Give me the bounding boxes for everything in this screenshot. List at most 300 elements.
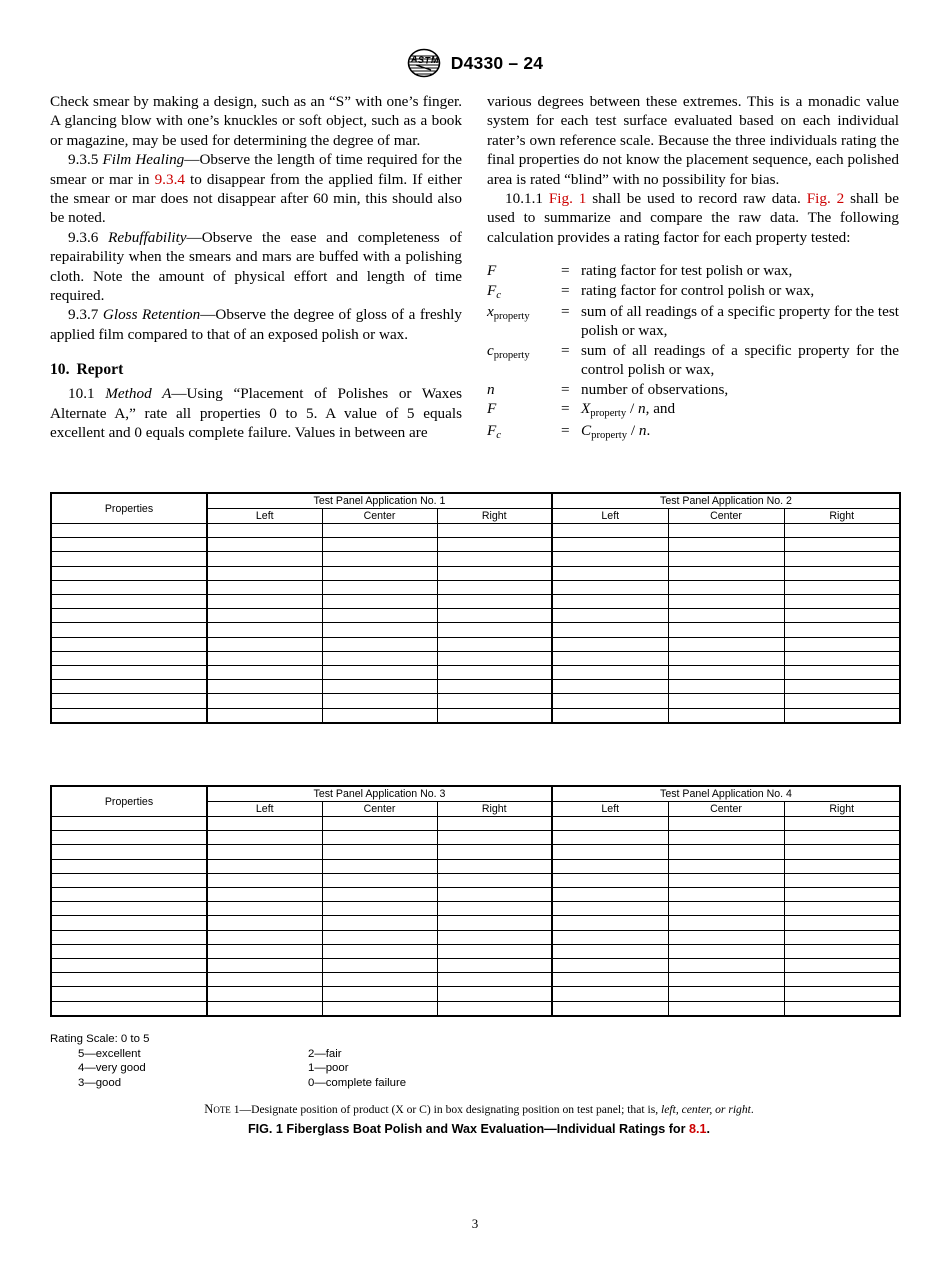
table-cell-rating[interactable] [437,1001,552,1016]
table1-pos-header-4: Center [668,509,784,524]
table-cell-rating[interactable] [207,595,322,609]
table-cell-rating[interactable] [322,680,437,694]
definition-description-rest: / n. [630,421,651,439]
para-title-936: Rebuffability [108,228,187,246]
definition-description: sum of all readings of a specific property for the control polish or wax, [581,341,899,379]
table2-pos-header-4: Center [668,802,784,817]
definition-symbol: n [487,380,495,398]
table-cell-property[interactable] [51,566,207,580]
table-cell-rating[interactable] [437,609,552,623]
table-cell-rating[interactable] [552,916,668,930]
table2-group-header-row [51,786,900,802]
table-cell-property[interactable] [51,595,207,609]
table-cell-rating[interactable] [437,580,552,594]
table-cell-rating[interactable] [668,637,784,651]
table-cell-rating[interactable] [207,1001,322,1016]
astm-logo-icon [407,48,441,78]
definition-subscript: property [493,311,530,323]
table-cell-rating[interactable] [668,959,784,973]
table-cell-rating[interactable] [437,538,552,552]
para-title-937: Gloss Retention [102,306,201,324]
table-cell-property[interactable] [51,888,207,902]
table-cell-rating[interactable] [668,831,784,845]
table2-body [51,817,900,1016]
paragraph-10-1 [50,384,462,442]
table-cell-rating[interactable] [784,609,900,623]
definition-equals: = [561,281,570,299]
note-1-inner [204,1103,754,1116]
table-cell-rating[interactable] [322,831,437,845]
table-cell-rating[interactable] [784,694,900,708]
para-text-1011-b: shall be used to summarize and compare the raw data. The following calculation provides a rating factor for each property tested: [487,190,899,246]
definition-description [581,421,899,442]
table-cell-property[interactable] [51,524,207,538]
definition-variable-subscript: property [590,408,627,420]
table-cell-rating[interactable] [437,916,552,930]
table-cell-rating[interactable] [322,845,437,859]
table-cell-rating[interactable] [437,959,552,973]
table2-pos-header-5: Right [784,802,900,817]
table-row [51,973,900,987]
table-cell-rating[interactable] [322,538,437,552]
table-cell-rating[interactable] [552,930,668,944]
table-cell-property[interactable] [51,930,207,944]
fig-caption-text-a: FIG. 1 Fiberglass Boat Polish and Wax Evaluation—Individual Ratings for [247,1122,690,1136]
table-row [51,666,900,680]
table-cell-rating[interactable] [668,873,784,887]
table-cell-rating[interactable] [668,708,784,723]
para-text-1011-a: shall be used to record raw data. [586,190,807,208]
table-cell-rating[interactable] [322,694,437,708]
table-cell-rating[interactable] [668,694,784,708]
table-cell-rating[interactable] [437,680,552,694]
svg-text:T: T [424,55,430,66]
table-cell-rating[interactable] [668,666,784,680]
definition-list [487,261,899,442]
table-row [51,873,900,887]
table-cell-rating[interactable] [668,580,784,594]
table-cell-rating[interactable] [322,817,437,831]
table2-pos-header-2: Right [437,802,552,817]
table-cell-rating[interactable] [784,973,900,987]
table-cell-rating[interactable] [322,944,437,958]
table-cell-property[interactable] [51,873,207,887]
table1-body [51,524,900,723]
table-cell-rating[interactable] [207,637,322,651]
table-cell-rating[interactable] [668,651,784,665]
table-cell-rating[interactable] [207,817,322,831]
table-cell-rating[interactable] [552,845,668,859]
table-cell-rating[interactable] [668,817,784,831]
para-title-935: Film Healing [102,151,185,169]
definition-symbol: $x_{property}$ [487,303,530,323]
left-text-column [50,92,462,443]
table-cell-property[interactable] [51,987,207,1001]
table-cell-rating[interactable] [322,623,437,637]
para-text-935-a: —Observe the length of time required for the smear or mar in [50,151,462,188]
table-cell-rating[interactable] [437,987,552,1001]
table-cell-property[interactable] [51,817,207,831]
table1-pos-header-1: Center [322,509,437,524]
definition-description-rest: / n, and [629,400,676,418]
table-cell-rating[interactable] [207,930,322,944]
para-number-937: 9.3.7 [68,306,99,324]
table-cell-rating[interactable] [552,944,668,958]
table-cell-rating[interactable] [207,973,322,987]
paragraph-9-3-5 [50,150,462,228]
table-cell-rating[interactable] [552,902,668,916]
table2-pos-header-3: Left [552,802,668,817]
definition-row [487,421,899,442]
table-cell-rating[interactable] [552,595,668,609]
table-cell-rating[interactable] [784,859,900,873]
table-cell-rating[interactable] [668,623,784,637]
table1-group-header-row [51,493,900,509]
table-cell-rating[interactable] [784,538,900,552]
note-number: 1 [230,1103,240,1116]
table-cell-rating[interactable] [784,1001,900,1016]
definition-symbol: F [487,400,497,418]
table-cell-rating[interactable] [552,566,668,580]
table-cell-rating[interactable] [668,595,784,609]
table-cell-rating[interactable] [207,845,322,859]
table-cell-rating[interactable] [207,902,322,916]
rating-scale-item-0: 0—complete failure [308,1076,407,1089]
table-row [51,1001,900,1016]
table-cell-property[interactable] [51,623,207,637]
table-cell-property[interactable] [51,680,207,694]
table-cell-rating[interactable] [322,916,437,930]
table-cell-rating[interactable] [668,538,784,552]
table-cell-rating[interactable] [207,538,322,552]
table-cell-property[interactable] [51,694,207,708]
table-cell-rating[interactable] [668,552,784,566]
table-cell-rating[interactable] [207,580,322,594]
table-cell-rating[interactable] [552,651,668,665]
definition-subscript: property [493,349,530,361]
table-cell-rating[interactable] [437,552,552,566]
table-cell-rating[interactable] [322,1001,437,1016]
table-cell-property[interactable] [51,845,207,859]
table-cell-rating[interactable] [437,595,552,609]
table-cell-rating[interactable] [784,888,900,902]
table-cell-rating[interactable] [552,524,668,538]
table-cell-rating[interactable] [322,987,437,1001]
table-row [51,708,900,723]
page-number: 3 [471,1216,479,1231]
table-cell-rating[interactable] [668,916,784,930]
table-cell-property[interactable] [51,580,207,594]
table-cell-rating[interactable] [322,524,437,538]
table-cell-rating[interactable] [552,859,668,873]
table-cell-rating[interactable] [784,873,900,887]
table-cell-rating[interactable] [437,666,552,680]
table-cell-rating[interactable] [437,524,552,538]
definition-equals: = [561,400,570,418]
definition-equals: = [561,421,570,439]
table-cell-property[interactable] [51,944,207,958]
table-cell-rating[interactable] [668,859,784,873]
table-cell-rating[interactable] [784,552,900,566]
definition-row [487,261,899,280]
table-cell-rating[interactable] [552,831,668,845]
table-cell-rating[interactable] [784,651,900,665]
definition-equals: = [561,341,570,359]
table-cell-rating[interactable] [668,888,784,902]
table-cell-rating[interactable] [552,987,668,1001]
table-cell-rating[interactable] [322,666,437,680]
table-cell-rating[interactable] [784,623,900,637]
table-cell-rating[interactable] [668,524,784,538]
rating-scale-item-5: 5—excellent [78,1048,141,1061]
table1-group-header-1: Test Panel Application No. 1 [207,493,552,509]
table-cell-rating[interactable] [668,930,784,944]
table-cell-rating[interactable] [207,694,322,708]
document-id: D4330 – 24 [450,52,544,73]
table-cell-rating[interactable] [784,708,900,723]
table-row [51,595,900,609]
table-cell-rating[interactable] [437,930,552,944]
table-cell-rating[interactable] [668,987,784,1001]
table-cell-property[interactable] [51,916,207,930]
table-cell-rating[interactable] [437,944,552,958]
table-cell-rating[interactable] [207,609,322,623]
table-cell-rating[interactable] [207,873,322,887]
xref-9-3-4[interactable]: 9.3.4 [154,170,185,188]
table-cell-rating[interactable] [668,609,784,623]
table-cell-rating[interactable] [784,987,900,1001]
table-cell-property[interactable] [51,902,207,916]
table-cell-rating[interactable] [437,566,552,580]
definition-row [487,399,899,420]
table-row [51,987,900,1001]
table-cell-rating[interactable] [437,817,552,831]
para-number-936: 9.3.6 [68,228,99,246]
table-cell-rating[interactable] [322,609,437,623]
table-cell-rating[interactable] [207,524,322,538]
table-cell-rating[interactable] [207,831,322,845]
table-cell-rating[interactable] [322,552,437,566]
table-cell-rating[interactable] [437,973,552,987]
table-cell-rating[interactable] [552,666,668,680]
table-cell-property[interactable] [51,538,207,552]
table-cell-rating[interactable] [437,831,552,845]
table-cell-rating[interactable] [552,888,668,902]
table2-group-header-2: Test Panel Application No. 4 [552,786,900,802]
table1-group-header-2: Test Panel Application No. 2 [552,493,900,509]
table-cell-rating[interactable] [437,708,552,723]
rating-scale-item-3: 3—good [78,1076,122,1089]
table-cell-rating[interactable] [437,637,552,651]
table-row [51,609,900,623]
table-cell-rating[interactable] [784,637,900,651]
table-cell-rating[interactable] [552,580,668,594]
para-title-101: Method A [105,385,172,403]
table-cell-rating[interactable] [784,566,900,580]
table-cell-rating[interactable] [207,623,322,637]
page-header [0,48,950,78]
paragraph-9-3-7 [50,305,462,344]
definition-table [487,261,899,442]
table-row [51,817,900,831]
table-cell-rating[interactable] [784,959,900,973]
table-cell-rating[interactable] [668,1001,784,1016]
table-cell-rating[interactable] [437,651,552,665]
table-row [51,552,900,566]
table-cell-property[interactable] [51,609,207,623]
table-cell-rating[interactable] [668,845,784,859]
table-row [51,944,900,958]
table-cell-rating[interactable] [437,873,552,887]
table-cell-rating[interactable] [552,623,668,637]
table-cell-rating[interactable] [784,680,900,694]
table-cell-rating[interactable] [322,566,437,580]
table-cell-rating[interactable] [207,944,322,958]
table-row [51,538,900,552]
table1-pos-header-3: Left [552,509,668,524]
table-cell-rating[interactable] [437,888,552,902]
right-text-column [487,92,899,442]
table-cell-rating[interactable] [784,944,900,958]
table-row [51,859,900,873]
rating-scale-title: Rating Scale: 0 to 5 [50,1033,150,1045]
table-cell-rating[interactable] [322,859,437,873]
table-cell-property[interactable] [51,859,207,873]
table-cell-property[interactable] [51,973,207,987]
table-cell-rating[interactable] [552,959,668,973]
definition-variable: $C_{property}$ [581,421,628,441]
table-cell-rating[interactable] [322,873,437,887]
table-cell-rating[interactable] [784,902,900,916]
table-cell-rating[interactable] [668,944,784,958]
table-cell-rating[interactable] [668,973,784,987]
table-cell-rating[interactable] [322,580,437,594]
table-cell-rating[interactable] [552,694,668,708]
xref-fig-2[interactable]: Fig. 2 [806,190,845,208]
individual-ratings-table-2 [50,785,901,1017]
table-cell-rating[interactable] [322,595,437,609]
table-cell-rating[interactable] [437,902,552,916]
table-cell-rating[interactable] [207,680,322,694]
definition-variable-subscript: property [591,429,628,441]
table-row [51,916,900,930]
table-cell-property[interactable] [51,708,207,723]
table-cell-property[interactable] [51,666,207,680]
table-cell-rating[interactable] [322,637,437,651]
definition-description [581,399,899,420]
table-cell-rating[interactable] [784,595,900,609]
note-label: Note [204,1102,231,1116]
table-cell-rating[interactable] [552,680,668,694]
definition-subscript: c [496,288,502,301]
table-cell-rating[interactable] [668,902,784,916]
table-cell-rating[interactable] [322,973,437,987]
table-cell-rating[interactable] [207,916,322,930]
table-cell-rating[interactable] [207,859,322,873]
para-text-937: —Observe the degree of gloss of a freshly applied film compared to that of an exposed polish or wax. [50,306,462,343]
table-cell-property[interactable] [51,552,207,566]
table-cell-rating[interactable] [322,902,437,916]
table-cell-rating[interactable] [552,1001,668,1016]
xref-8-1[interactable]: 8.1 [689,1122,707,1136]
table-cell-rating[interactable] [784,845,900,859]
table2-group-header-1: Test Panel Application No. 3 [207,786,552,802]
para-number-101: 10.1 [68,385,95,403]
table-cell-rating[interactable] [668,680,784,694]
table-cell-rating[interactable] [552,973,668,987]
table-cell-rating[interactable] [207,708,322,723]
table-cell-rating[interactable] [784,930,900,944]
definition-equals: = [561,303,570,321]
table-cell-rating[interactable] [437,845,552,859]
table-cell-property[interactable] [51,831,207,845]
table-cell-property[interactable] [51,637,207,651]
table-cell-rating[interactable] [784,580,900,594]
table-cell-rating[interactable] [207,959,322,973]
paragraph-continuation: various degrees between these extremes. This is a monadic value system for each test surface evaluated based on each individual rater’s own reference scale. Because the three individuals rating the final properties do not know the placement sequence, each polished area is rated “blind” with no possibility for bias. [487,93,899,188]
table-cell-rating[interactable] [784,916,900,930]
table-cell-property[interactable] [51,651,207,665]
table-cell-rating[interactable] [784,817,900,831]
definition-symbol: $F_c$ [487,421,502,441]
table1-pos-header-5: Right [784,509,900,524]
table-cell-rating[interactable] [207,987,322,1001]
table-cell-rating[interactable] [552,817,668,831]
table-cell-rating[interactable] [437,859,552,873]
para-text-935-b: to disappear from the applied film. If either the smear or mar does not disappear after 60 min, this should also be noted. [50,170,462,227]
table-cell-rating[interactable] [784,524,900,538]
table-cell-property[interactable] [51,959,207,973]
table-cell-rating[interactable] [437,623,552,637]
definition-row [487,341,899,380]
paragraph-10-1-1 [487,189,899,247]
xref-fig-1[interactable]: Fig. 1 [548,190,587,208]
table-row [51,888,900,902]
table-cell-rating[interactable] [784,831,900,845]
table-cell-rating[interactable] [552,552,668,566]
table-cell-property[interactable] [51,1001,207,1016]
table-cell-rating[interactable] [784,666,900,680]
table-cell-rating[interactable] [207,566,322,580]
table-cell-rating[interactable] [322,959,437,973]
table-row [51,930,900,944]
paragraph-9-3-6 [50,228,462,306]
definition-description: rating factor for control polish or wax, [581,281,815,299]
table-cell-rating[interactable] [322,930,437,944]
figure-1-caption [50,1121,908,1137]
para-number-1011: 10.1.1 [505,190,543,208]
table-cell-rating[interactable] [552,609,668,623]
table-cell-rating[interactable] [668,566,784,580]
table-cell-rating[interactable] [207,651,322,665]
table-cell-rating[interactable] [552,708,668,723]
table-cell-rating[interactable] [552,873,668,887]
section-number-10: 10. [50,361,70,379]
table-cell-rating[interactable] [207,552,322,566]
table-cell-rating[interactable] [552,637,668,651]
table-row [51,845,900,859]
table-cell-rating[interactable] [322,651,437,665]
table-cell-rating[interactable] [207,888,322,902]
para-text-936: —Observe the ease and completeness of repairability when the smears and mars are buffed with a polishing cloth. Note the amount of physical effort and length of time required. [50,228,462,305]
table-cell-rating[interactable] [322,888,437,902]
table-cell-rating[interactable] [322,708,437,723]
definition-table-body [487,261,899,442]
table-cell-rating[interactable] [437,694,552,708]
table-cell-rating[interactable] [207,666,322,680]
definition-equals: = [561,262,570,280]
table-cell-rating[interactable] [552,538,668,552]
